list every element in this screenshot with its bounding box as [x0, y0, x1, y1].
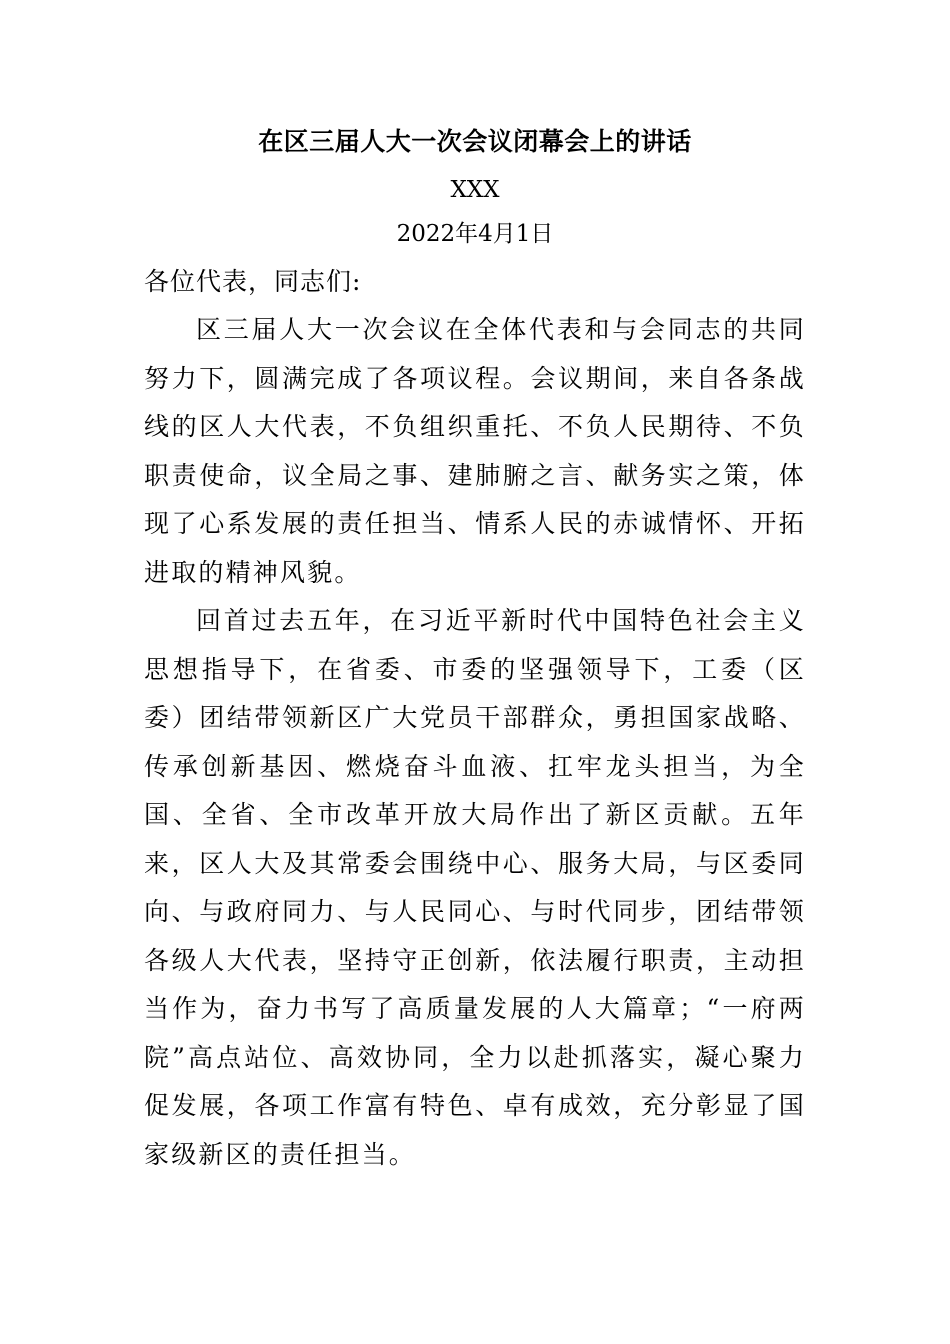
document-author: XXX: [450, 177, 500, 203]
document-body: [144, 118, 806, 1179]
paragraph-1: 区三届人大一次会议在全体代表和与会同志的共同努力下，圆满完成了各项议程。会议期间，来自各条战线的区人大代表，不负组织重托、不负人民期待、不负职责使命，议全局之事、建肺腑之言、献务实之策，体现了心系发展的责任担当、情系人民的赤诚情怀、开拓进取的精神风貌。: [144, 315, 806, 587]
salutation: 各位代表，同志们:: [144, 267, 362, 296]
document-date: 2022年4月1日: [396, 221, 554, 247]
paragraph-2: 回首过去五年，在习近平新时代中国特色社会主义思想指导下，在省委、市委的坚强领导下，工委（区委）团结带领新区广大党员干部群众，勇担国家战略、传承创新基因、燃烧奋斗血液、扛牢龙头担当，为全国、全省、全市改革开放大局作出了新区贡献。五年来，区人大及其常委会围绕中心、服务大局，与区委同向、与政府同力、与人民同心、与时代同步，团结带领各级人大代表，坚持守正创新，依法履行职责，主动担当作为，奋力书写了高质量发展的人大篇章；“一府两院”高点站位、高效协同，全力以赴抓落实，凝心聚力促发展，各项工作富有特色、卓有成效，充分彰显了国家级新区的责任担当。: [144, 606, 806, 1169]
document-title: 在区三届人大一次会议闭幕会上的讲话: [258, 127, 692, 156]
